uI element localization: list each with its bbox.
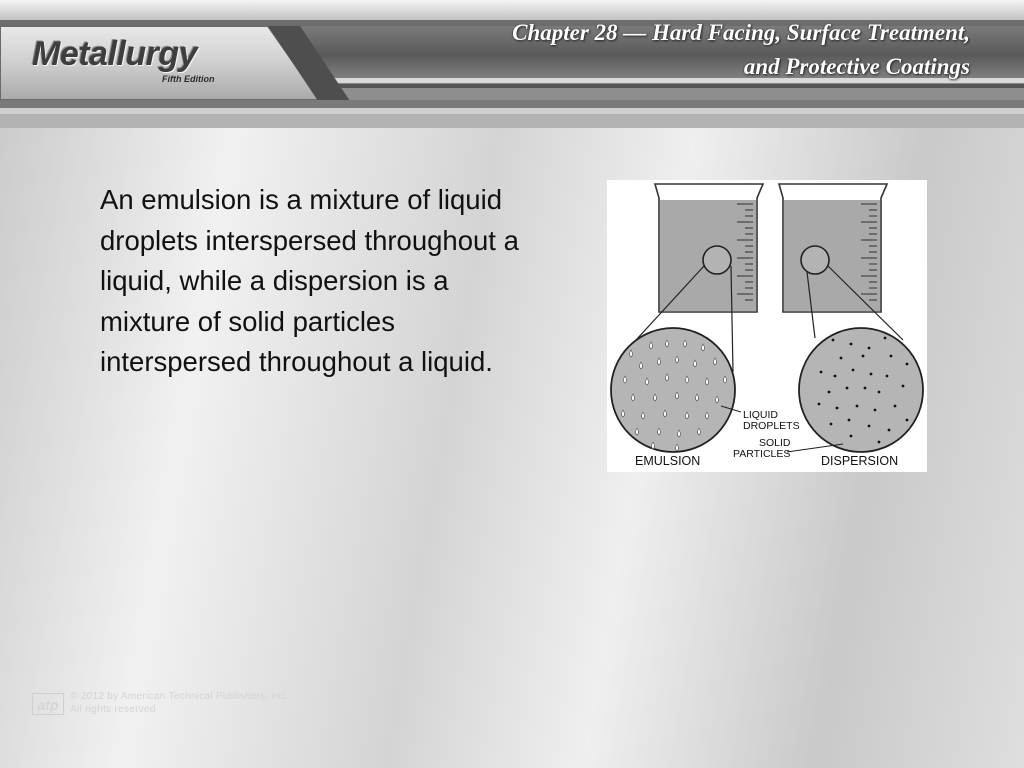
logo-edition: Fifth Edition (162, 74, 215, 84)
chapter-title (330, 16, 970, 84)
label-liquid-droplets-line2: DROPLETS (743, 420, 800, 432)
logo-title: Metallurgy (32, 35, 198, 73)
emulsion-magnified-view (611, 328, 735, 452)
dispersion-magnified-view (799, 328, 923, 452)
metallurgy-logo (32, 35, 215, 84)
chapter-title-line2: and Protective Coatings (743, 54, 970, 79)
caption-emulsion: EMULSION (635, 454, 701, 468)
caption-dispersion: DISPERSION (821, 454, 899, 468)
dispersion-beaker (779, 184, 903, 340)
atp-logo: atp (32, 693, 64, 715)
label-solid-particles-line1: SOLID (759, 437, 791, 449)
copyright-line2: All rights reserved (70, 704, 156, 715)
header-bar (0, 0, 1024, 128)
figure-illustration (607, 180, 927, 472)
slide-body-text: An emulsion is a mixture of liquid droplets interspersed throughout a liquid, while a dispersion is a mixture of solid particles interspersed throughout a liquid. (100, 184, 519, 377)
emulsion-dispersion-figure (607, 180, 927, 472)
label-liquid-droplets-line1: LIQUID (743, 409, 779, 421)
label-solid-particles-line2: PARTICLES (733, 448, 791, 460)
chapter-title-line1: Chapter 28 — Hard Facing, Surface Treatment, (512, 20, 970, 45)
solid-particles-leader (787, 444, 843, 452)
copyright-line1: © 2012 by American Technical Publishers, Inc. (70, 691, 290, 702)
copyright-notice (70, 690, 289, 716)
